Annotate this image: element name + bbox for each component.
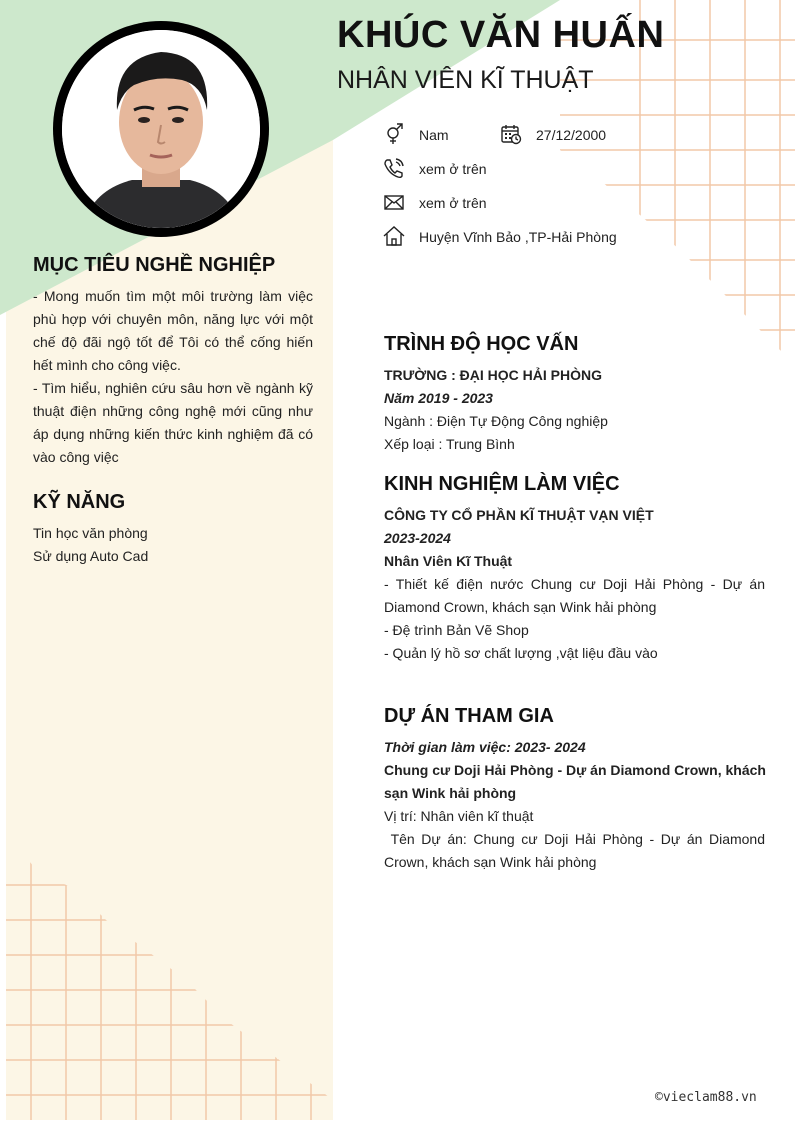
gender-icon: [383, 123, 405, 145]
home-icon: [383, 225, 405, 247]
grid-decoration-bottom-left: [6, 830, 333, 1120]
objective-paragraph-1: - Mong muốn tìm một môi trường làm việc phù hợp với chuyên môn, năng lực với một chế độ đãi ngộ tốt để Tôi có thể cống hiến hết mình cho công việc.: [33, 288, 313, 373]
candidate-role: NHÂN VIÊN KĨ THUẬT: [337, 66, 594, 94]
email-icon: [383, 191, 405, 213]
phone-value: xem ở trên: [419, 161, 487, 177]
email-value: xem ở trên: [419, 195, 487, 211]
candidate-name: KHÚC VĂN HUẤN: [337, 14, 665, 56]
experience-company: CÔNG TY CỔ PHẦN KĨ THUẬT VẠN VIỆT: [384, 507, 654, 523]
education-major: Ngành : Điện Tự Động Công nghiệp: [384, 413, 608, 429]
education-grade: Xếp loại : Trung Bình: [384, 436, 515, 452]
phone-icon: [383, 157, 405, 179]
experience-duty: - Quản lý hồ sơ chất lượng ,vật liệu đầu vào: [384, 645, 658, 661]
projects-title: DỰ ÁN THAM GIA: [384, 705, 554, 727]
gender-value: Nam: [419, 127, 449, 143]
skills-title: KỸ NĂNG: [33, 491, 126, 513]
project-position: Vị trí: Nhân viên kĩ thuật: [384, 808, 534, 824]
calendar-icon: [500, 123, 522, 145]
objective-paragraph-2: - Tìm hiểu, nghiên cứu sâu hơn về ngành kỹ thuật điện những công nghệ mới cũng như áp dụng những kiến thức kinh nghiệm đã có vào công việc: [33, 380, 313, 465]
project-time: Thời gian làm việc: 2023- 2024: [384, 739, 586, 755]
education-title: TRÌNH ĐỘ HỌC VẤN: [384, 333, 579, 355]
address-value: Huyện Vĩnh Bảo ,TP-Hải Phòng: [419, 229, 617, 245]
avatar-photo: [62, 30, 260, 228]
footer-watermark: ©vieclam88.vn: [655, 1090, 757, 1105]
project-name: Chung cư Doji Hải Phòng - Dự án Diamond Crown, khách sạn Wink hải phòng: [384, 762, 766, 801]
education-years: Năm 2019 - 2023: [384, 390, 493, 406]
dob-value: 27/12/2000: [536, 127, 607, 143]
skill-item: Sử dụng Auto Cad: [33, 548, 149, 564]
experience-years: 2023-2024: [384, 530, 451, 546]
skill-item: Tin học văn phòng: [33, 525, 148, 541]
experience-duty: - Thiết kế điện nước Chung cư Doji Hải Phòng - Dự án Diamond Crown, khách sạn Wink hải phòng: [384, 576, 765, 615]
experience-duty: - Đệ trình Bản Vẽ Shop: [384, 622, 529, 638]
experience-position: Nhân Viên Kĩ Thuật: [384, 553, 513, 569]
experience-title: KINH NGHIỆM LÀM VIỆC: [384, 473, 620, 495]
project-detail: Tên Dự án: Chung cư Doji Hải Phòng - Dự án Diamond Crown, khách sạn Wink hải phòng: [384, 831, 769, 870]
objective-title: MỤC TIÊU NGHỀ NGHIỆP: [33, 254, 276, 276]
education-school: TRƯỜNG : ĐẠI HỌC HẢI PHÒNG: [384, 367, 602, 383]
avatar: [53, 21, 269, 237]
